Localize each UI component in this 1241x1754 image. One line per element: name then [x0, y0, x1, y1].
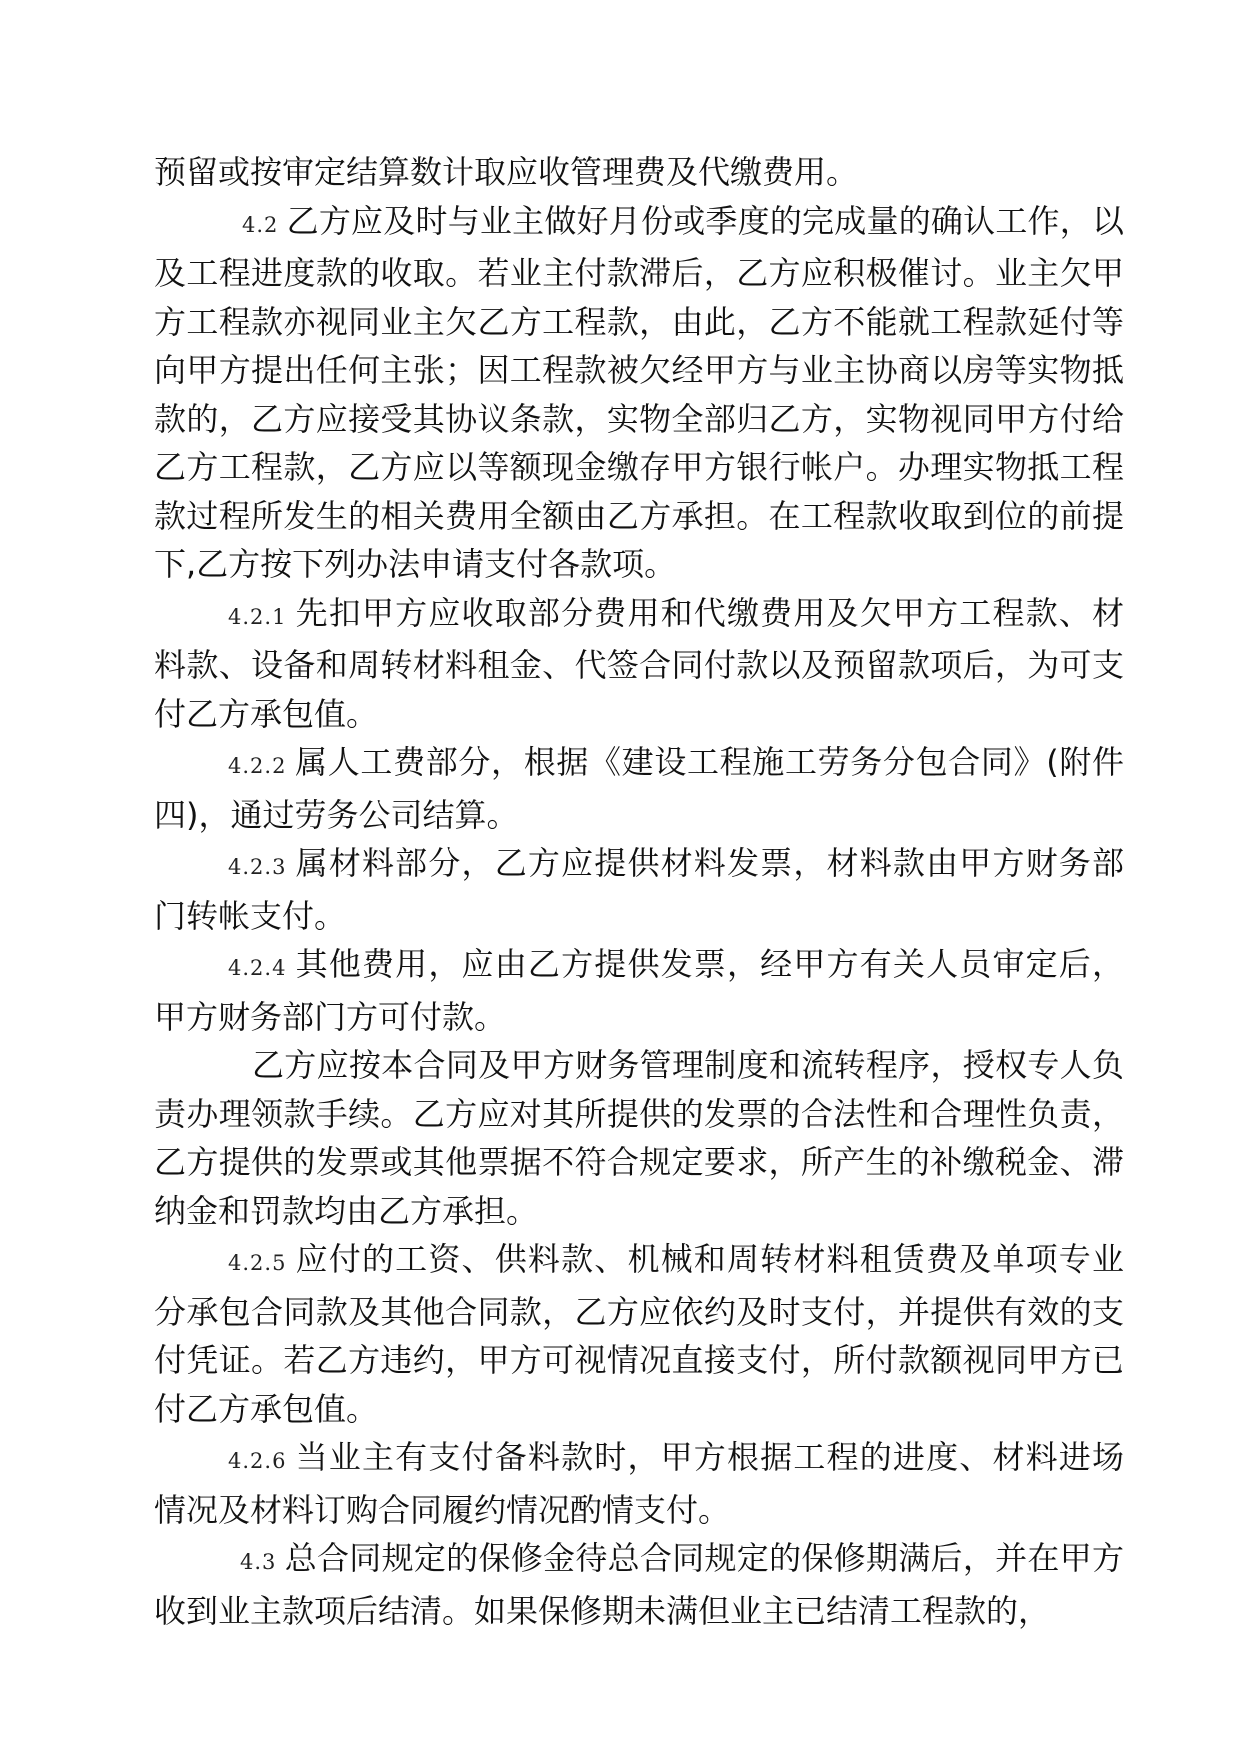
clause-number: 4.2.1: [228, 604, 287, 629]
clause-4-3: [154, 1534, 1124, 1635]
clause-number: 4.2.6: [228, 1449, 287, 1473]
paragraph-payment-procedure: [154, 1041, 1124, 1235]
document-body: [154, 148, 1124, 1635]
clause-4-2-3: [154, 839, 1124, 940]
clause-number: 4.2: [242, 212, 279, 237]
clause-4-2-5: [154, 1235, 1124, 1433]
clause-number: 4.2.2: [228, 754, 287, 778]
clause-number: 4.2.5: [228, 1251, 287, 1275]
clause-number: 4.2.3: [228, 855, 287, 879]
clause-number: 4.3: [240, 1550, 277, 1574]
clause-4-2-4: [154, 940, 1124, 1041]
clause-4-2: [154, 197, 1124, 589]
paragraph-text: 预留或按审定结算数计取应收管理费及代缴费用。: [154, 153, 859, 191]
clause-text: 属材料部分，乙方应提供材料发票，材料款由甲方财务部门转帐支付。: [154, 844, 1124, 935]
clause-text: 总合同规定的保修金待总合同规定的保修期满后，并在甲方收到业主款项后结清。如果保修期未满但业主已结清工程款的，: [154, 1539, 1124, 1630]
clause-number: 4.2.4: [228, 956, 287, 980]
clause-4-2-6: [154, 1433, 1124, 1534]
clause-text: 应付的工资、供料款、机械和周转材料租赁费及单项专业分承包合同款及其他合同款，乙方应依约及时支付，并提供有效的支付凭证。若乙方违约，甲方可视情况直接支付，所付款额视同甲方已付乙方承包值。: [154, 1240, 1124, 1428]
clause-text: 当业主有支付备料款时，甲方根据工程的进度、材料进场情况及材料订购合同履约情况酌情支付。: [154, 1438, 1124, 1529]
clause-text: 先扣甲方应收取部分费用和代缴费用及欠甲方工程款、材料款、设备和周转材料租金、代签合同付款以及预留款项后，为可支付乙方承包值。: [154, 593, 1124, 733]
clause-text: 乙方应及时与业主做好月份或季度的完成量的确认工作，以及工程进度款的收取。若业主付款滞后，乙方应积极催讨。业主欠甲方工程款亦视同业主欠乙方工程款，由此，乙方不能就工程款延付等向甲方提出任何主张；因工程款被欠经甲方与业主协商以房等实物抵款的，乙方应接受其协议条款，实物全部归乙方，实物视同甲方付给乙方工程款，乙方应以等额现金缴存甲方银行帐户。办理实物抵工程款过程所发生的相关费用全额由乙方承担。在工程款收取到位的前提下,乙方按下列办法申请支付各款项。: [154, 201, 1124, 583]
clause-text: 其他费用，应由乙方提供发票，经甲方有关人员审定后，甲方财务部门方可付款。: [154, 945, 1124, 1036]
clause-4-2-2: [154, 738, 1124, 839]
clause-4-2-1: [154, 589, 1124, 739]
paragraph-continuation: [154, 148, 1124, 197]
paragraph-text: 乙方应按本合同及甲方财务管理制度和流转程序，授权专人负责办理领款手续。乙方应对其所提供的发票的合法性和合理性负责，乙方提供的发票或其他票据不符合规定要求，所产生的补缴税金、滞纳金和罚款均由乙方承担。: [154, 1046, 1124, 1230]
clause-text: 属人工费部分，根据《建设工程施工劳务分包合同》(附件四)，通过劳务公司结算。: [154, 743, 1124, 834]
